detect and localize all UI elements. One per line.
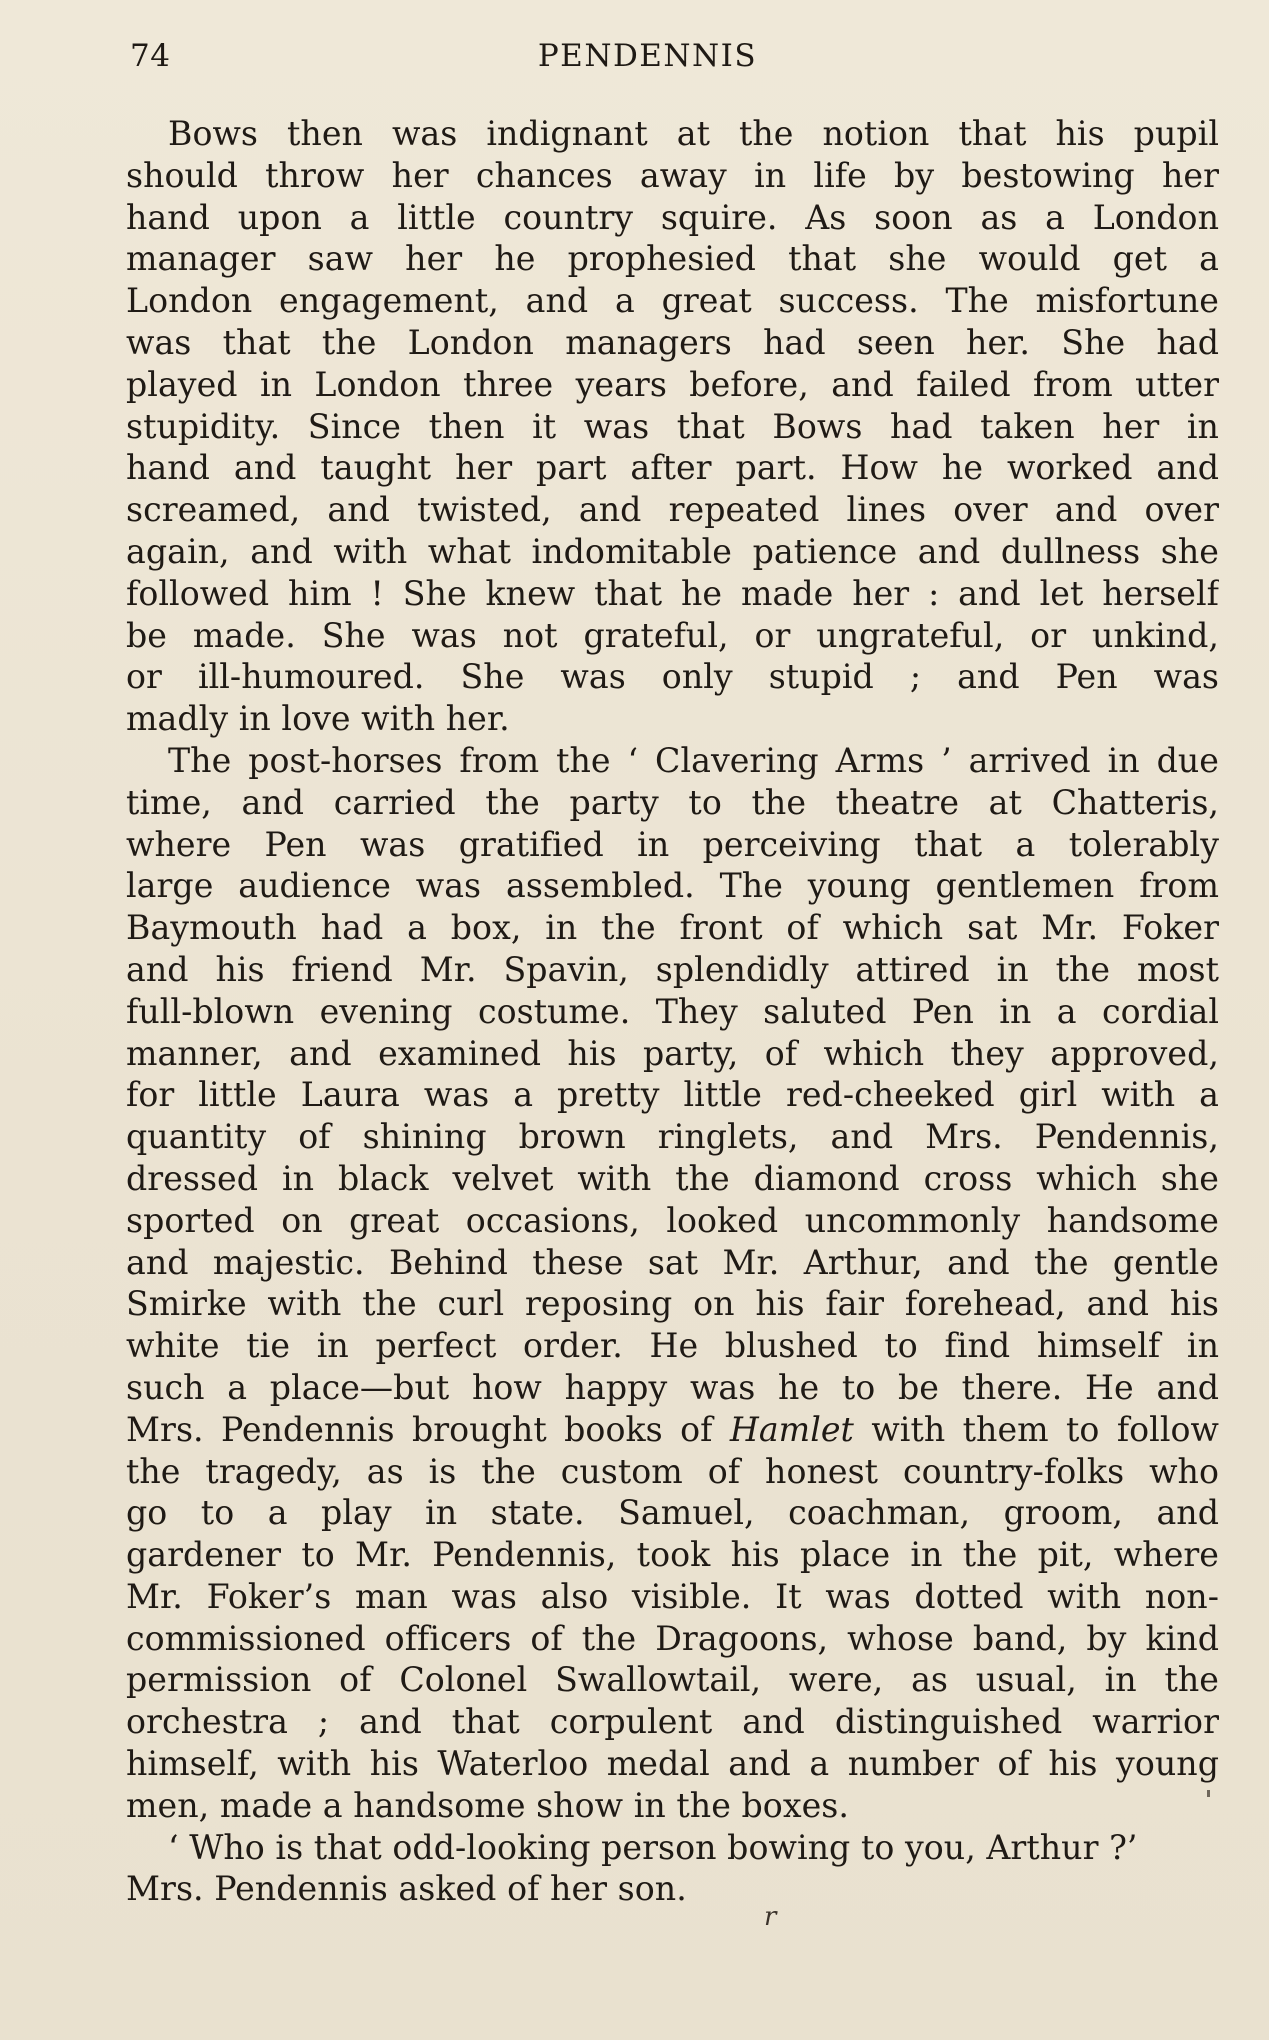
text-line: Baymouth had a box, in the front of which sat Mr. Foker — [126, 908, 1219, 948]
text-line: London engagement, and a great success. The misfortune — [126, 281, 1219, 321]
page-header — [130, 38, 1220, 78]
print-speck — [1207, 1790, 1210, 1797]
text-line: again, and with what indomitable patience and dullness she — [126, 531, 1219, 571]
text-line: sported on great occasions, looked uncommonly handsome — [126, 1200, 1219, 1240]
text-line: gardener to Mr. Pendennis, took his place in the pit, where — [126, 1535, 1219, 1575]
text-line: dressed in black velvet with the diamond cross which she — [126, 1158, 1219, 1198]
text-line: followed him ! She knew that he made her : and let herself — [126, 573, 1219, 613]
text-line: stupidity. Since then it was that Bows had taken her in — [126, 406, 1219, 446]
text-line: hand upon a little country squire. As soon as a London — [126, 197, 1219, 237]
text-line: and his friend Mr. Spavin, splendidly attired in the most — [126, 949, 1219, 989]
text-line: orchestra ; and that corpulent and distinguished warrior — [126, 1702, 1219, 1742]
text-line: Bows then was indignant at the notion that his pupil — [168, 114, 1219, 153]
text-line: manner, and examined his party, of which they approved, — [126, 1033, 1219, 1073]
text-line: large audience was assembled. The young gentlemen from — [126, 866, 1219, 906]
text-line: Smirke with the curl reposing on his fair forehead, and his — [126, 1284, 1219, 1324]
text-line: for little Laura was a pretty little red-cheeked girl with a — [126, 1075, 1219, 1115]
text-line: the tragedy, as is the custom of honest country-folks who — [126, 1451, 1219, 1491]
text-line: go to a play in state. Samuel, coachman, groom, and — [126, 1493, 1219, 1533]
text-line: where Pen was gratified in perceiving that a tolerably — [126, 824, 1219, 864]
text-line: men, made a handsome show in the boxes. — [126, 1785, 849, 1825]
italic-title: Hamlet — [729, 1409, 854, 1449]
running-head: PENDENNIS — [537, 38, 758, 74]
text-line: ‘ Who is that odd-looking person bowing to you, Arthur ?’ — [168, 1827, 1138, 1867]
text-line: was that the London managers had seen her. She had — [126, 322, 1219, 362]
text-line: manager saw her he prophesied that she would get a — [126, 239, 1219, 279]
text-line: madly in love with her. — [126, 699, 510, 739]
stray-mark: r — [764, 1902, 777, 1932]
text-line: himself, with his Waterloo medal and a number of his young — [126, 1744, 1219, 1784]
text-line: or ill-humoured. She was only stupid ; and Pen was — [126, 657, 1219, 697]
text-line: played in London three years before, and failed from utter — [126, 364, 1219, 404]
text-line: The post-horses from the ‘ Clavering Arms ’ arrived in due — [168, 740, 1219, 780]
text-line: Mr. Foker’s man was also visible. It was dotted with non- — [126, 1576, 1219, 1616]
text-line: such a place—but how happy was he to be there. He and — [126, 1367, 1219, 1407]
text-line: full-blown evening costume. They saluted Pen in a cordial — [126, 991, 1219, 1031]
page-number: 74 — [130, 38, 171, 74]
text-line: commissioned officers of the Dragoons, whose band, by kind — [126, 1618, 1219, 1658]
text-line: time, and carried the party to the theatre at Chatteris, — [126, 782, 1219, 822]
text-line: be made. She was not grateful, or ungrateful, or unkind, — [126, 615, 1219, 655]
text-line: hand and taught her part after part. How he worked and — [126, 448, 1219, 488]
text-line: and majestic. Behind these sat Mr. Arthur, and the gentle — [126, 1242, 1219, 1282]
text-line: should throw her chances away in life by bestowing her — [126, 155, 1219, 195]
text-line: permission of Colonel Swallowtail, were, as usual, in the — [126, 1660, 1219, 1700]
text-line: screamed, and twisted, and repeated lines over and over — [126, 490, 1219, 530]
text-line: Mrs. Pendennis brought books of Hamlet with them to follow — [126, 1409, 1219, 1449]
text-line: Mrs. Pendennis asked of her son. — [126, 1869, 687, 1909]
text-line: quantity of shining brown ringlets, and Mrs. Pendennis, — [126, 1117, 1219, 1157]
text-line: white tie in perfect order. He blushed to find himself in — [126, 1326, 1219, 1366]
body-text — [126, 113, 1219, 1910]
